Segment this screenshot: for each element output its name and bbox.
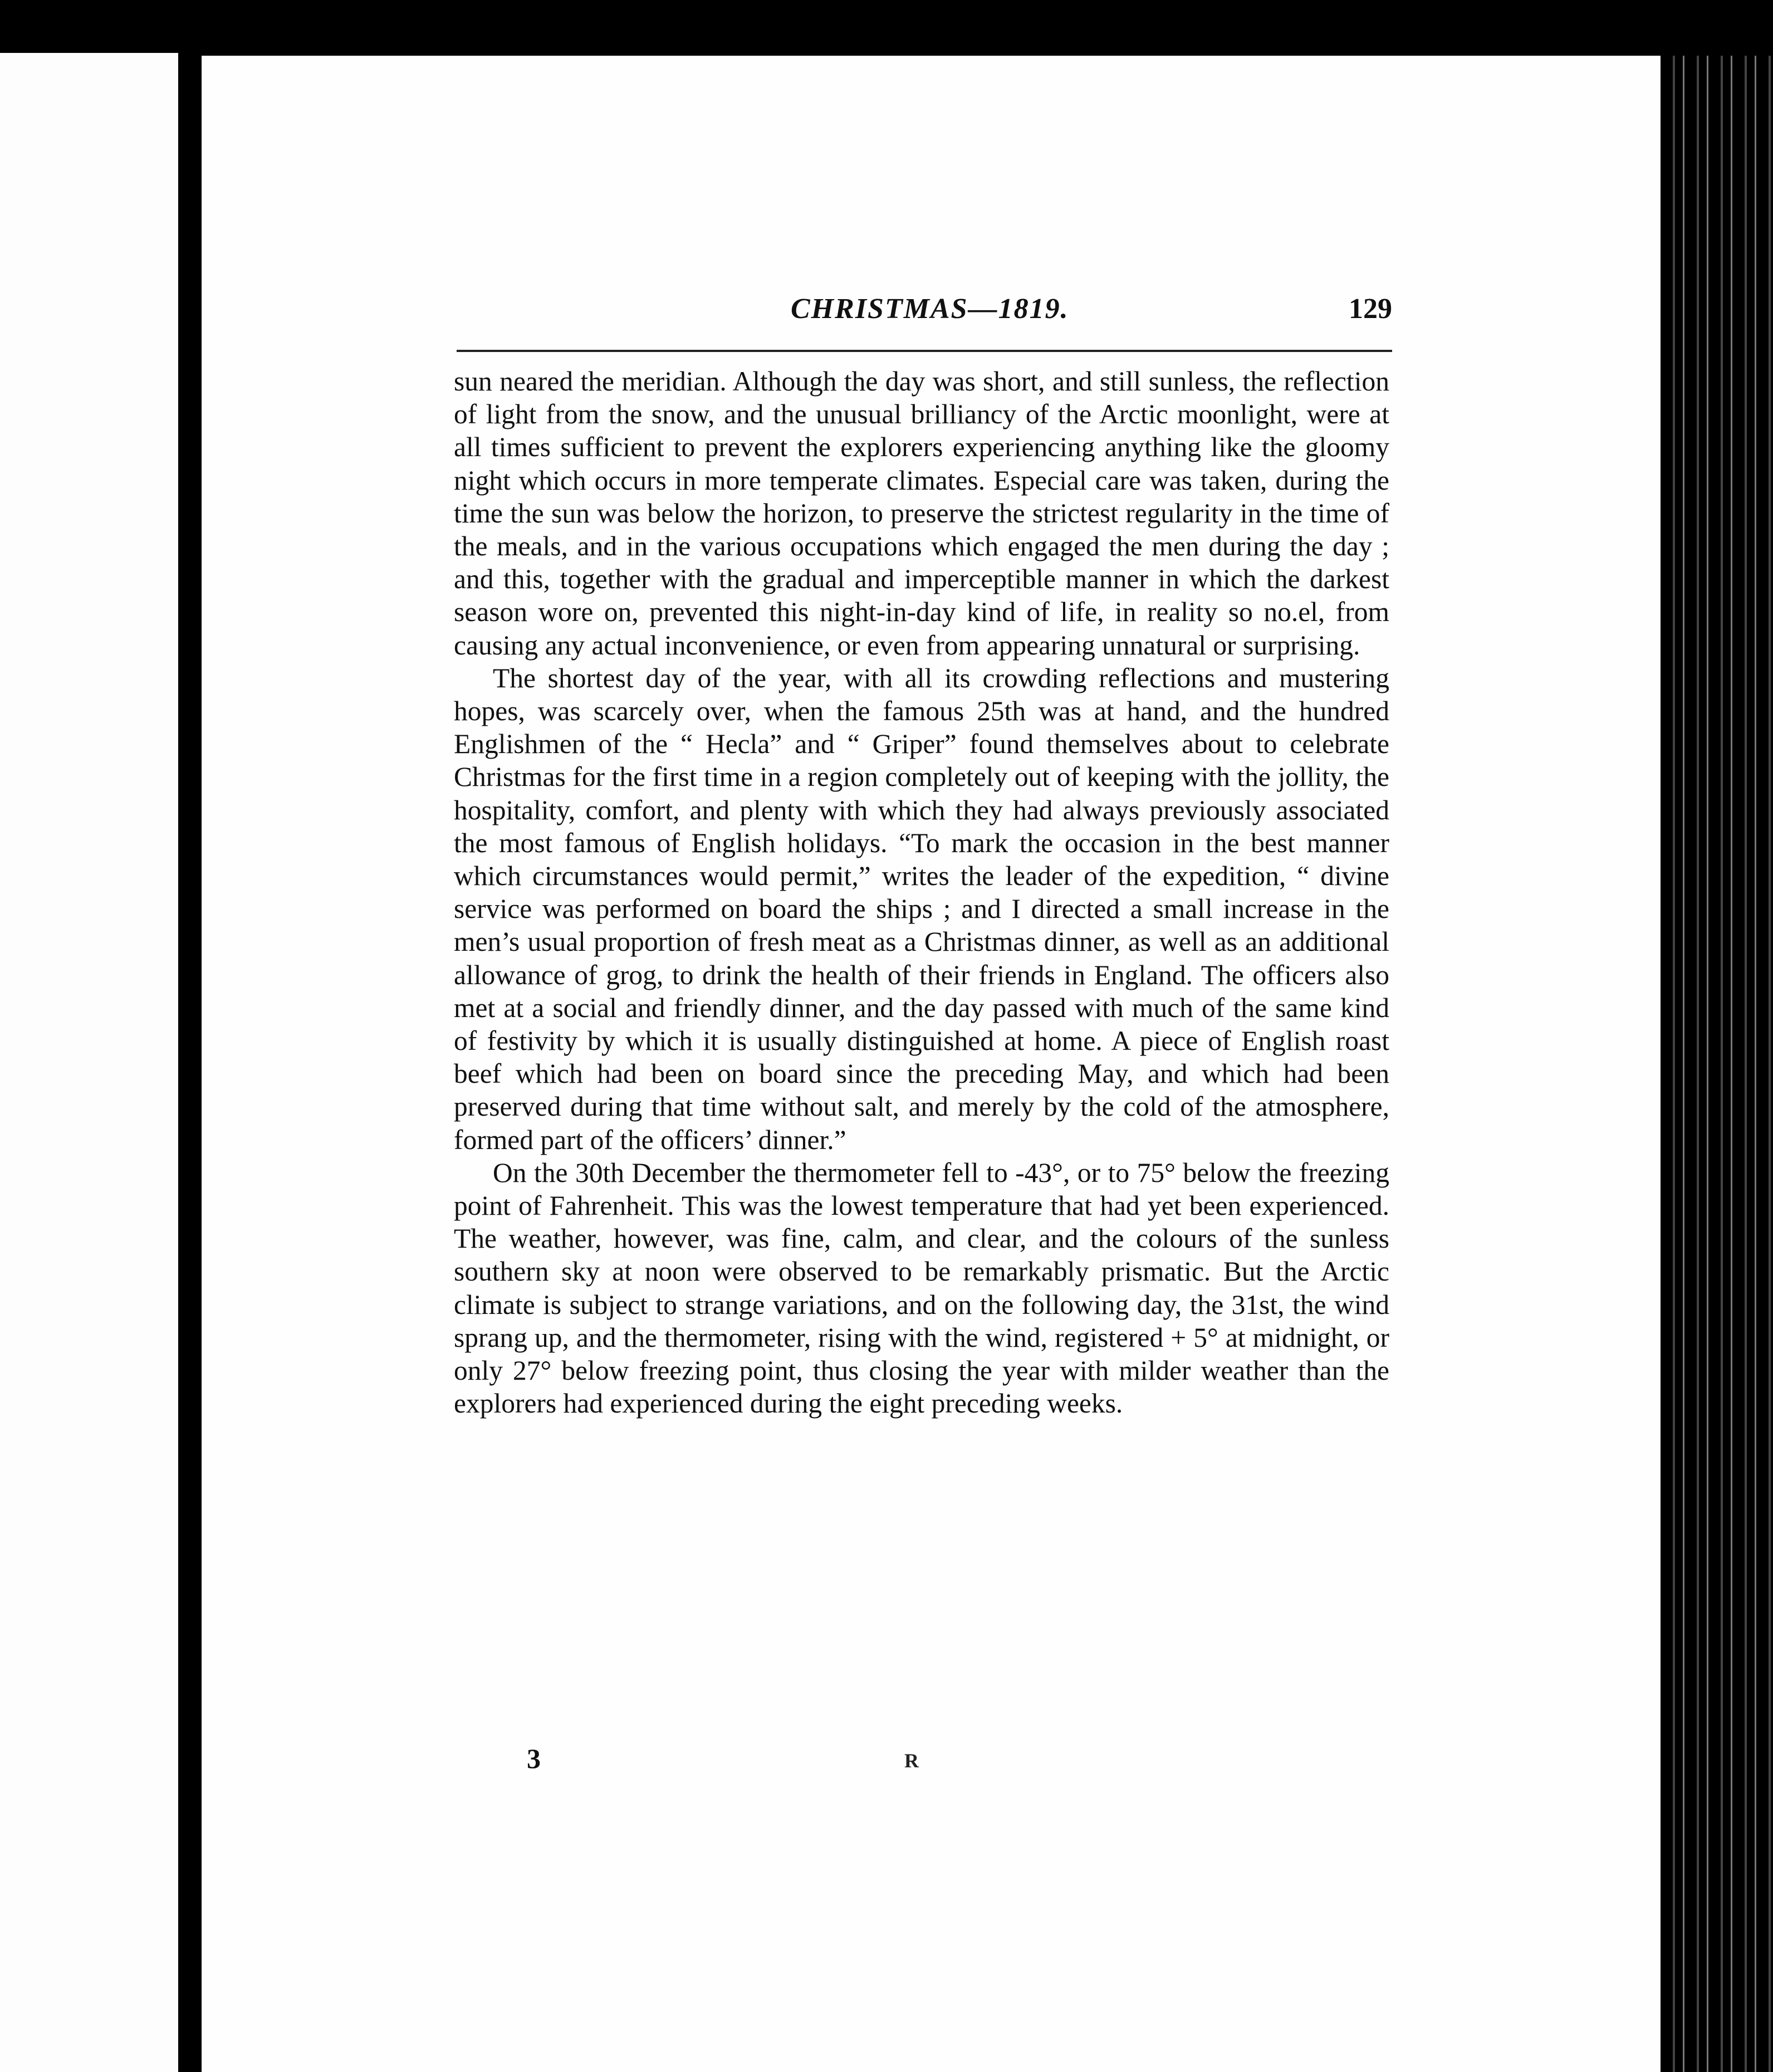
signature-letter: R: [904, 1750, 919, 1772]
paragraph: sun neared the meridian. Although the day was short, and still sunless, the reflection of light from the snow, and the unusual brilliancy of the Arctic moonlight, were at all times sufficient to prevent the explorers experiencing anything like the gloomy night which occurs in more temperate climates. Especial care was taken, during the time the sun was below the horizon, to preserve the strictest regularity in the time of the meals, and in the various occupations which engaged the men during the day ; and this, together with the gradual and imperceptible manner in which the darkest season wore on, prevented this night-in-day kind of life, in reality so no.el, from causing any actual inconvenience, or even from appearing unnatural or surprising.: [454, 366, 1389, 661]
header-rule: [457, 350, 1392, 352]
running-header: [457, 287, 1392, 337]
signature-number: 3: [527, 1743, 541, 1774]
page-stack-edge: [1661, 56, 1773, 2072]
facing-page-edge: [0, 53, 178, 2072]
paragraph: On the 30th December the thermometer fell to -43°, or to 75° below the freezing point of Fahrenheit. This was the lowest temperature that had yet been experienced. The weather, however, was fine, calm, and clear, and the colours of the sunless southern sky at noon were observed to be remarkably prismatic. But the Arctic climate is subject to strange variations, and on the following day, the 31st, the wind sprang up, and the thermometer, rising with the wind, registered + 5° at midnight, or only 27° below freezing point, thus closing the year with milder weather than the explorers had experienced during the eight preceding weeks.: [454, 1157, 1389, 1419]
running-title: CHRISTMAS—1819.: [791, 293, 1069, 325]
paragraph: The shortest day of the year, with all its crowding reflections and mustering hopes, was scarcely over, when the famous 25th was at hand, and the hundred Englishmen of the “ Hecla” and “ Griper” found themselves about to celebrate Christmas for the first time in a region completely out of keeping with the jollity, the hospitality, comfort, and plenty with which they had always previously associated the most famous of English holidays. “To mark the occasion in the best manner which circumstances would permit,” writes the leader of the expedition, “ divine service was performed on board the ships ; and I directed a small increase in the men’s usual proportion of fresh meat as a Christmas dinner, as well as an additional allowance of grog, to drink the health of their friends in England. The officers also met at a social and friendly dinner, and the day passed with much of the same kind of festivity by which it is usually distinguished at home. A piece of English roast beef which had been on board since the preceding May, and which had been preserved during that time without salt, and merely by the cold of the atmosphere, formed part of the officers’ dinner.”: [454, 662, 1389, 1155]
gutter-shadow: [178, 50, 202, 2072]
body-text: [454, 365, 1389, 1420]
page-number: 129: [1349, 293, 1392, 325]
